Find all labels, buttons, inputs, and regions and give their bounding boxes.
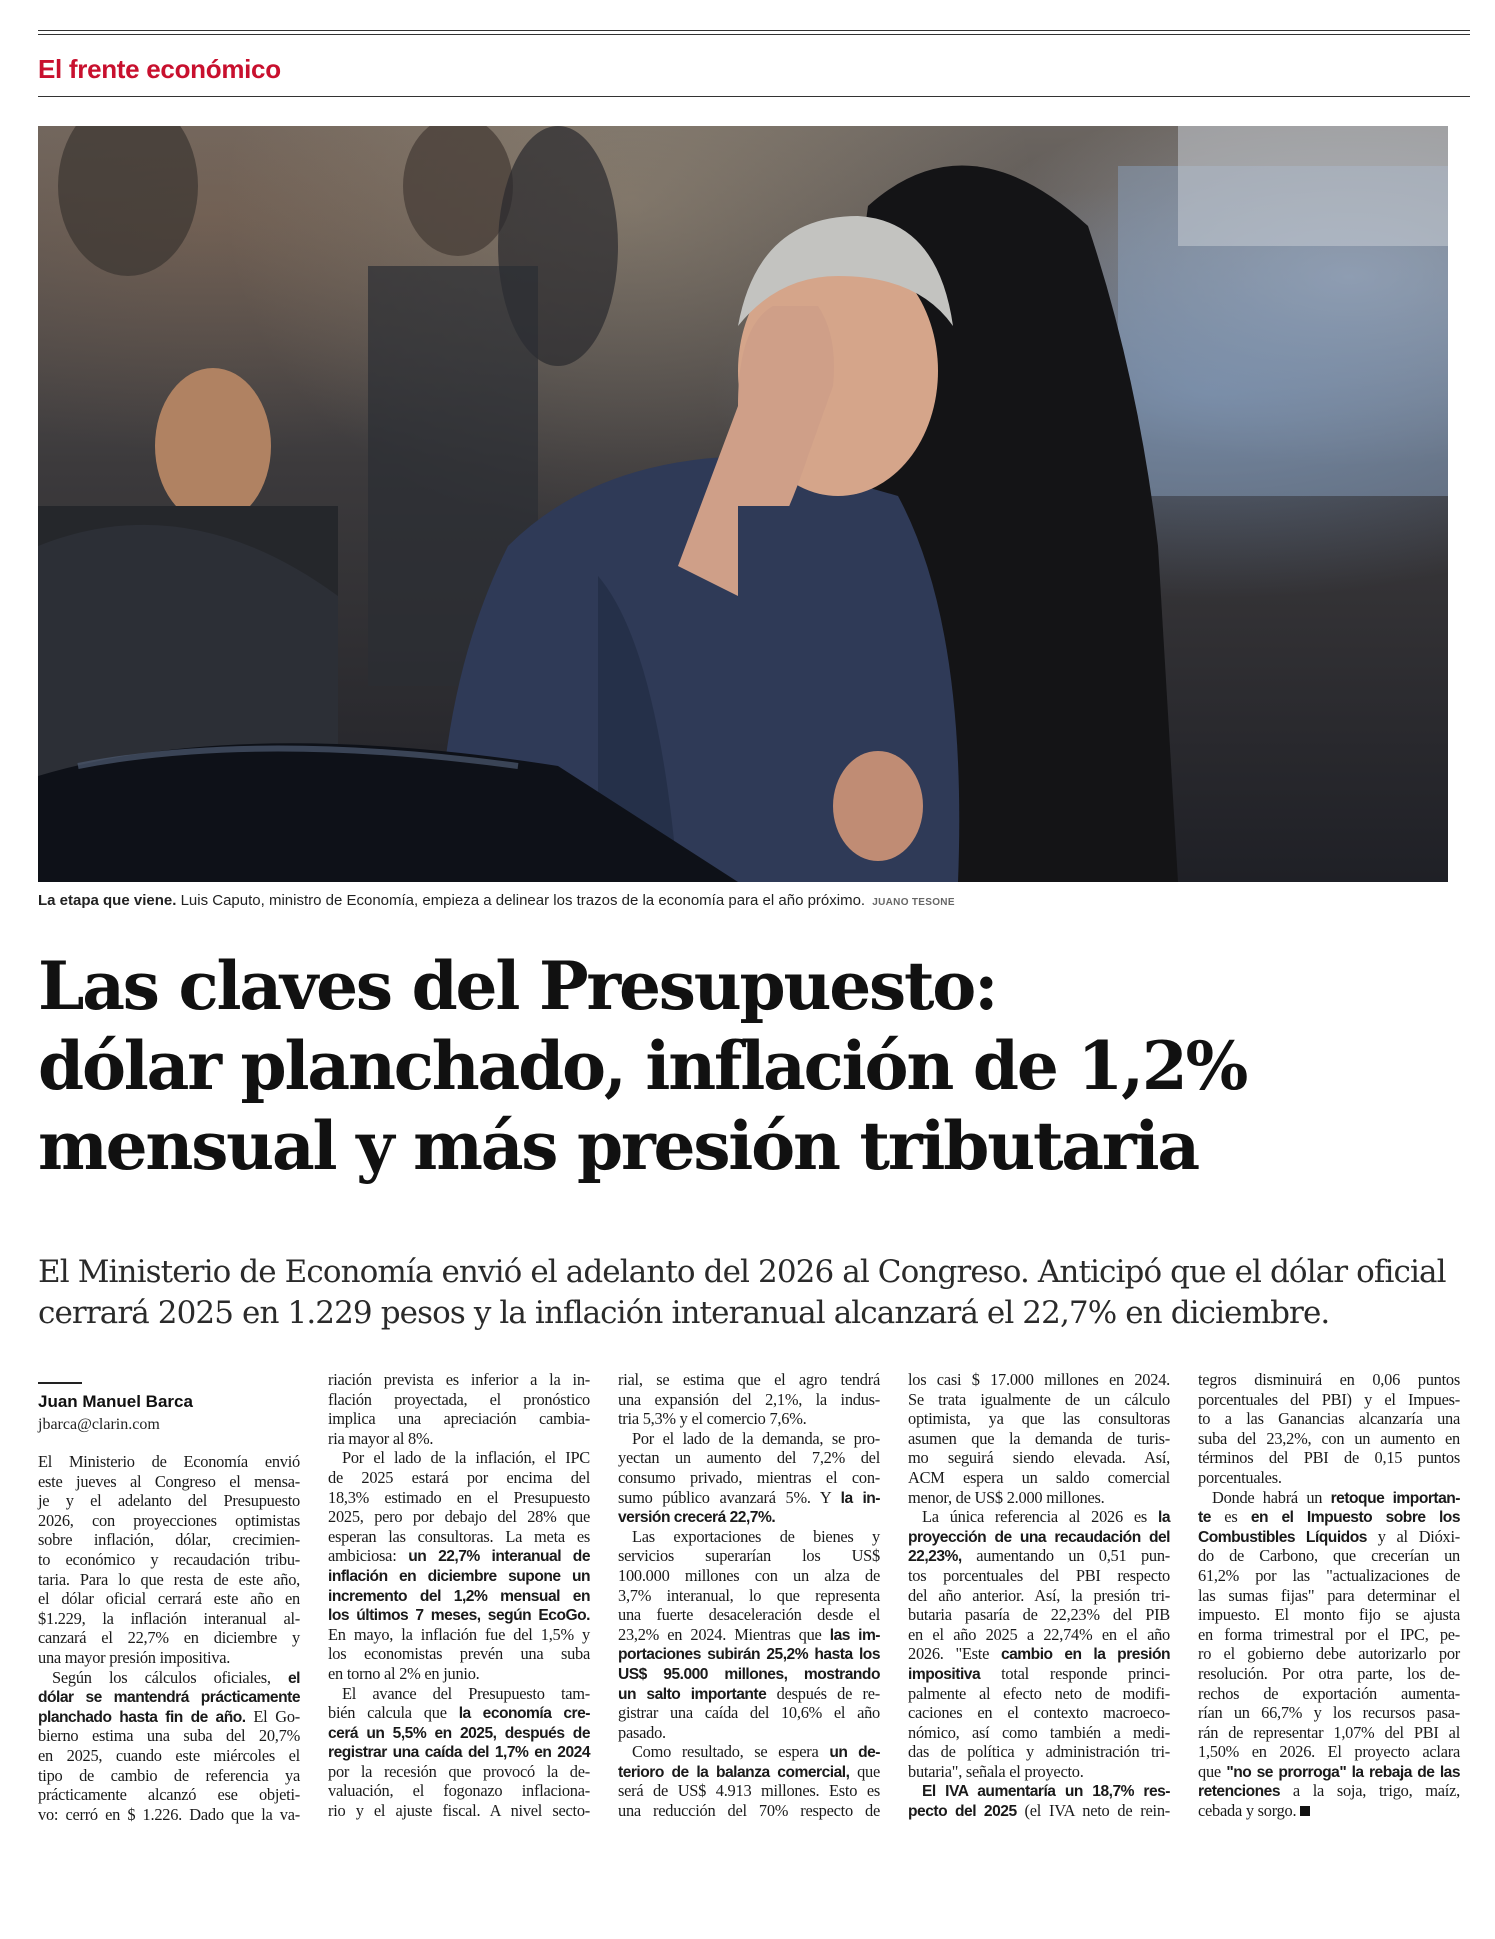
text-run: en forma trimestral por el IPC, pe-: [1198, 1624, 1460, 1644]
text-line: [1198, 1703, 1460, 1723]
text-run: caciones en el contexto macroeco-: [908, 1703, 1170, 1723]
text-run: (el IVA neto de rein-: [1016, 1801, 1170, 1821]
text-line: [618, 1664, 880, 1684]
photo-illustration: [38, 126, 1448, 882]
bold-text: cambio en la presión: [1000, 1646, 1171, 1664]
bold-text: planchado hasta fin de año.: [38, 1708, 246, 1726]
text-run: en el año 2025 a 22,74% en el año: [908, 1624, 1170, 1644]
text-line: [1198, 1390, 1460, 1410]
text-run: cebada y sorgo.: [1198, 1801, 1297, 1821]
text-run: $1.229, la inflación interanual al-: [38, 1608, 300, 1628]
text-line: [618, 1781, 880, 1801]
text-line: [328, 1488, 590, 1508]
text-line: [908, 1448, 1170, 1468]
text-run: que: [1198, 1761, 1227, 1781]
bold-text: proyección de una recaudación del: [908, 1528, 1170, 1546]
text-line: [618, 1625, 880, 1645]
bold-text: portaciones subirán 25,2% hasta los: [618, 1646, 880, 1664]
text-line: [618, 1605, 880, 1625]
article-column-2: [328, 1370, 590, 1821]
text-line: [328, 1429, 590, 1449]
text-line: [328, 1723, 590, 1743]
text-run: es: [1210, 1507, 1251, 1527]
text-line: [38, 1472, 300, 1492]
text-line: [328, 1703, 590, 1723]
text-run: sumo público avanzará 5%. Y: [618, 1487, 841, 1507]
text-run: butaria pasaría de 22,23% del PIB: [908, 1605, 1170, 1625]
text-run: rial, se estima que el agro tendrá: [618, 1370, 880, 1389]
text-run: resolución. Por otra parte, los de-: [1198, 1663, 1460, 1683]
text-run: vo: cerró en $ 1.226. Dado que la va-: [38, 1804, 300, 1824]
text-run: La única referencia al 2026 es: [922, 1507, 1158, 1527]
text-line: [328, 1586, 590, 1606]
summary-line: cerrará 2025 en 1.229 pesos y la inflación interanual alcanzará el 22,7% en diciembre.: [38, 1295, 1330, 1331]
text-line: [618, 1468, 880, 1488]
text-run: 1,50% en 2026. El proyecto aclara: [1198, 1742, 1460, 1762]
text-line: [328, 1664, 590, 1684]
section-rule: [38, 96, 1470, 97]
text-run: suba del 23,2%, con un aumento en: [1198, 1428, 1460, 1448]
text-line: [1198, 1429, 1460, 1449]
text-run: flación proyectada, el pronóstico: [328, 1389, 590, 1409]
bold-text: pecto del 2025: [908, 1803, 1017, 1821]
text-line: [38, 1452, 300, 1472]
text-run: una reducción del 70% respecto de: [618, 1801, 880, 1821]
text-line: [908, 1644, 1170, 1664]
text-run: rio y el ajuste fiscal. A nivel secto-: [328, 1801, 590, 1821]
text-line: [1198, 1781, 1460, 1801]
text-line: [38, 1746, 300, 1766]
text-run: Según los cálculos oficiales,: [52, 1667, 288, 1687]
bold-text: cerá un 5,5% en 2025, después de: [328, 1724, 590, 1742]
text-line: [38, 1609, 300, 1629]
text-run: taria. Para lo que resta de este año,: [38, 1569, 300, 1589]
text-run: ro el gobierno debe autorizarlo por: [1198, 1644, 1460, 1664]
text-run: que: [849, 1761, 880, 1781]
bold-text: US$ 95.000 millones, mostrando: [618, 1665, 880, 1683]
bold-text: un salto importante: [618, 1685, 767, 1703]
bold-text: inflación en diciembre supone un: [328, 1567, 590, 1585]
text-run: ria mayor al 8%.: [328, 1428, 434, 1448]
text-line: [1198, 1684, 1460, 1704]
text-line: [1198, 1546, 1460, 1566]
text-line: [908, 1507, 1170, 1527]
text-line: [328, 1762, 590, 1782]
text-run: de 2025 estará por encima del: [328, 1467, 590, 1487]
text-line: [908, 1723, 1170, 1743]
end-of-article-mark: [1300, 1806, 1310, 1816]
headline-line: dólar planchado, inflación de 1,2%: [38, 1027, 1247, 1105]
text-line: [1198, 1527, 1460, 1547]
text-line: [618, 1703, 880, 1723]
text-run: to económico y recaudación tribu-: [38, 1549, 300, 1569]
text-line: [38, 1570, 300, 1590]
text-line: [38, 1491, 300, 1511]
article-column-3: [618, 1370, 880, 1821]
text-run: del año anterior. Así, la presión tri-: [908, 1585, 1170, 1605]
text-run: pasado.: [618, 1722, 666, 1742]
text-line: [908, 1762, 1170, 1782]
text-line: [618, 1429, 880, 1449]
text-line: [38, 1530, 300, 1550]
text-run: las sumas fijas" para determinar el: [1198, 1585, 1460, 1605]
text-run: El Go-: [245, 1706, 300, 1726]
text-line: [328, 1546, 590, 1566]
text-line: [328, 1625, 590, 1645]
text-line: [328, 1468, 590, 1488]
text-run: das de política y administración tri-: [908, 1742, 1170, 1762]
text-run: 2026. "Este: [908, 1644, 1001, 1664]
text-line: [328, 1448, 590, 1468]
text-line: [38, 1766, 300, 1786]
text-run: 2025, pero por debajo del 28% que: [328, 1507, 590, 1527]
text-line: [908, 1684, 1170, 1704]
text-run: Como resultado, se espera: [632, 1742, 830, 1762]
author-email[interactable]: jbarca@clarin.com: [38, 1416, 160, 1433]
text-line: [908, 1625, 1170, 1645]
text-run: los casi $ 17.000 millones en 2024.: [908, 1370, 1170, 1389]
bold-text: un 22,7% interanual de: [408, 1548, 591, 1566]
text-run: ACM espera un saldo comercial: [908, 1467, 1170, 1487]
author-name: Juan Manuel Barca: [38, 1392, 193, 1411]
text-run: prácticamente alcanzó ese objeti-: [38, 1785, 300, 1805]
text-line: [908, 1664, 1170, 1684]
summary: [38, 1252, 1458, 1334]
text-run: 18,3% estimado en el Presupuesto: [328, 1487, 590, 1507]
headline-line: Las claves del Presupuesto:: [38, 947, 997, 1025]
text-run: tos porcentuales del PBI respecto: [908, 1565, 1170, 1585]
text-line: [908, 1586, 1170, 1606]
text-run: servicios superarían los US$: [618, 1546, 880, 1566]
text-run: riación prevista es inferior a la in-: [328, 1370, 590, 1389]
bold-text: la economía cre-: [458, 1705, 590, 1723]
text-run: porcentuales del PBI) y el Impues-: [1198, 1389, 1460, 1409]
text-run: y al Dióxi-: [1366, 1526, 1460, 1546]
bold-text: en el Impuesto sobre los: [1250, 1509, 1460, 1527]
section-label: El frente económico: [38, 54, 281, 84]
bold-text: la in-: [840, 1489, 880, 1507]
text-run: total responde princi-: [980, 1663, 1170, 1683]
text-run: términos del PBI de 0,15 puntos: [1198, 1448, 1460, 1468]
headline: [38, 946, 1458, 1186]
text-line: [618, 1507, 880, 1527]
text-run: Las exportaciones de bienes y: [632, 1526, 880, 1546]
bold-text: retoque importan-: [1330, 1489, 1461, 1507]
text-run: este jueves al Congreso el mensa-: [38, 1471, 300, 1491]
text-line: [1198, 1664, 1460, 1684]
caption-text: Luis Caputo, ministro de Economía, empieza a delinear los trazos de la economía para el año próximo.: [180, 892, 866, 909]
bold-text: 22,23%,: [908, 1548, 962, 1566]
bold-text: te: [1198, 1509, 1211, 1527]
text-line: [618, 1586, 880, 1606]
bold-text: versión crecerá 22,7%.: [618, 1509, 776, 1527]
text-line: [1198, 1586, 1460, 1606]
text-run: 23,2% en 2024. Mientras que: [618, 1624, 830, 1644]
text-run: tria 5,3% y el comercio 7,6%.: [618, 1409, 807, 1429]
headline-line: mensual y más presión tributaria: [38, 1107, 1198, 1185]
text-line: [1198, 1742, 1460, 1762]
text-line: [908, 1605, 1170, 1625]
text-line: [38, 1648, 300, 1668]
text-line: [328, 1801, 590, 1821]
bold-text: "no se prorroga" la rebaja de las: [1226, 1763, 1461, 1781]
text-line: [38, 1511, 300, 1531]
text-line: [618, 1546, 880, 1566]
text-run: implica una apreciación cambia-: [328, 1409, 590, 1429]
text-run: impuesto. El monto fijo se ajusta: [1198, 1605, 1460, 1625]
text-line: [38, 1687, 300, 1707]
text-run: butaria", señala el proyecto.: [908, 1761, 1084, 1781]
bold-text: impositiva: [908, 1665, 981, 1683]
text-run: Por el lado de la demanda, se pro-: [632, 1428, 880, 1448]
text-line: [1198, 1625, 1460, 1645]
text-line: [618, 1409, 880, 1429]
text-line: [618, 1762, 880, 1782]
text-run: en 2025, cuando este miércoles el: [38, 1745, 300, 1765]
text-run: yectan un aumento del 7,2% del: [618, 1448, 880, 1468]
bold-text: registrar una caída del 1,7% en 2024: [328, 1744, 590, 1762]
text-run: Se trata igualmente de un cálculo: [908, 1389, 1170, 1409]
text-run: será de US$ 4.913 millones. Esto es: [618, 1781, 880, 1801]
text-line: [908, 1429, 1170, 1449]
text-line: [38, 1726, 300, 1746]
text-run: esperan las consultoras. La meta es: [328, 1526, 590, 1546]
text-line: [328, 1566, 590, 1586]
text-line: [1198, 1409, 1460, 1429]
text-run: Por el lado de la inflación, el IPC: [342, 1448, 590, 1468]
text-run: rían un 66,7% y los recursos pasa-: [1198, 1703, 1460, 1723]
text-line: [328, 1781, 590, 1801]
text-run: una mayor presión impositiva.: [38, 1647, 231, 1667]
text-run: gistrar una caída del 10,6% el año: [618, 1703, 880, 1723]
photo-caption: [38, 892, 955, 909]
text-run: en torno al 2% en junio.: [328, 1663, 480, 1683]
text-run: bién calcula que: [328, 1703, 459, 1723]
text-run: 61,2% por las "actualizaciones de: [1198, 1565, 1460, 1585]
text-line: [328, 1644, 590, 1664]
text-run: En mayo, la inflación fue del 1,5% y: [328, 1624, 590, 1644]
text-run: do de Carbono, que crecerían un: [1198, 1546, 1460, 1566]
text-run: rechos de exportación aumenta-: [1198, 1683, 1460, 1703]
text-line: [618, 1801, 880, 1821]
caption-lead: La etapa que viene.: [38, 892, 177, 909]
text-line: [38, 1785, 300, 1805]
text-line: [328, 1605, 590, 1625]
text-run: el dólar oficial cerrará este año en: [38, 1589, 300, 1609]
text-line: [328, 1527, 590, 1547]
text-line: [908, 1468, 1170, 1488]
text-line: [908, 1566, 1170, 1586]
bold-text: terioro de la balanza comercial,: [618, 1763, 850, 1781]
text-line: [618, 1390, 880, 1410]
bold-text: dólar se mantendrá prácticamente: [38, 1689, 300, 1707]
text-line: [618, 1448, 880, 1468]
text-line: [1198, 1566, 1460, 1586]
text-run: consumo privado, mientras el con-: [618, 1467, 880, 1487]
text-run: El Ministerio de Economía envió: [38, 1452, 300, 1471]
text-line: [38, 1589, 300, 1609]
bold-text: la: [1157, 1509, 1170, 1527]
text-line: [618, 1566, 880, 1586]
top-rule: [38, 30, 1470, 31]
text-run: ambiciosa:: [328, 1546, 409, 1566]
bold-text: los últimos 7 meses, según EcoGo.: [328, 1607, 590, 1625]
bold-text: El IVA aumentaría un 18,7% res-: [922, 1783, 1170, 1801]
text-line: [908, 1370, 1170, 1390]
text-line: [618, 1742, 880, 1762]
bold-text: las im-: [829, 1626, 880, 1644]
text-line: [908, 1390, 1170, 1410]
article-column-5: [1198, 1370, 1460, 1821]
text-line: [328, 1507, 590, 1527]
text-line: [328, 1684, 590, 1704]
top-rule-second: [38, 34, 1470, 35]
text-line: [38, 1805, 300, 1825]
text-line: [1198, 1448, 1460, 1468]
text-line: [908, 1742, 1170, 1762]
text-run: 3,7% interanual, lo que representa: [618, 1585, 880, 1605]
text-run: 2026, con proyecciones optimistas: [38, 1510, 300, 1530]
bold-text: un de-: [829, 1744, 880, 1762]
text-line: [38, 1550, 300, 1570]
main-photo: [38, 126, 1448, 882]
text-line: [328, 1370, 590, 1390]
text-run: je y el adelanto del Presupuesto: [38, 1491, 300, 1511]
text-run: menor, de US$ 2.000 millones.: [908, 1487, 1105, 1507]
text-line: [908, 1703, 1170, 1723]
bold-text: retenciones: [1198, 1783, 1281, 1801]
text-run: asumen que la demanda de turis-: [908, 1428, 1170, 1448]
text-run: rán de representar 1,07% del PBI al: [1198, 1722, 1460, 1742]
text-line: [38, 1707, 300, 1727]
text-line: [38, 1668, 300, 1688]
bold-text: el: [287, 1669, 300, 1687]
text-line: [618, 1644, 880, 1664]
text-line: [618, 1527, 880, 1547]
photo-credit: JUANO TESONE: [872, 897, 955, 908]
text-run: palmente al efecto neto de modifi-: [908, 1683, 1170, 1703]
text-line: [38, 1628, 300, 1648]
text-run: sobre inflación, dólar, crecimien-: [38, 1530, 300, 1550]
text-run: canzará el 22,7% en diciembre y: [38, 1628, 300, 1648]
text-line: [1198, 1507, 1460, 1527]
text-line: [1198, 1723, 1460, 1743]
text-run: una fuerte desaceleración desde el: [618, 1605, 880, 1625]
text-line: [1198, 1370, 1460, 1390]
bold-text: Combustibles Líquidos: [1198, 1528, 1367, 1546]
text-run: tipo de cambio de referencia ya: [38, 1765, 300, 1785]
text-line: [908, 1488, 1170, 1508]
text-run: optimista, ya que las consultoras: [908, 1409, 1170, 1429]
text-run: bierno estima una suba del 20,7%: [38, 1726, 300, 1746]
text-run: tegros disminuirá en 0,06 puntos: [1198, 1370, 1460, 1389]
text-line: [618, 1684, 880, 1704]
text-run: El avance del Presupuesto tam-: [342, 1683, 590, 1703]
article-column-1: [38, 1452, 300, 1824]
summary-line: El Ministerio de Economía envió el adelanto del 2026 al Congreso. Anticipó que el dólar oficial: [38, 1254, 1446, 1290]
text-line: [908, 1801, 1170, 1821]
text-run: una expansión del 2,1%, la indus-: [618, 1389, 880, 1409]
text-line: [908, 1781, 1170, 1801]
text-run: 100.000 millones con un alza de: [618, 1565, 880, 1585]
text-run: porcentuales.: [1198, 1467, 1282, 1487]
text-run: to a las Ganancias alcanzaría una: [1198, 1409, 1460, 1429]
text-run: valuación, el fogonazo inflaciona-: [328, 1781, 590, 1801]
text-line: [618, 1723, 880, 1743]
text-run: aumentando un 0,51 pun-: [961, 1546, 1170, 1566]
text-run: después de re-: [766, 1683, 880, 1703]
text-line: [618, 1370, 880, 1390]
text-line: [328, 1409, 590, 1429]
text-line: [1198, 1644, 1460, 1664]
text-line: [1198, 1605, 1460, 1625]
text-run: por la recesión que provocó la de-: [328, 1761, 590, 1781]
bold-text: incremento del 1,2% mensual en: [328, 1587, 590, 1605]
text-line: [328, 1742, 590, 1762]
text-line: [908, 1546, 1170, 1566]
text-line: [618, 1488, 880, 1508]
text-run: a la soja, trigo, maíz,: [1280, 1781, 1460, 1801]
article-column-4: [908, 1370, 1170, 1821]
text-line: [1198, 1468, 1460, 1488]
text-line: [1198, 1762, 1460, 1782]
text-line: [1198, 1801, 1460, 1821]
text-run: Donde habrá un: [1212, 1487, 1331, 1507]
text-line: [328, 1390, 590, 1410]
text-run: mo seguirá siendo elevada. Así,: [908, 1448, 1170, 1468]
text-run: nómico, así como también a medi-: [908, 1722, 1170, 1742]
text-line: [1198, 1488, 1460, 1508]
byline-rule: [38, 1382, 82, 1384]
text-line: [908, 1409, 1170, 1429]
text-run: los economistas prevén una suba: [328, 1644, 590, 1664]
text-line: [908, 1527, 1170, 1547]
